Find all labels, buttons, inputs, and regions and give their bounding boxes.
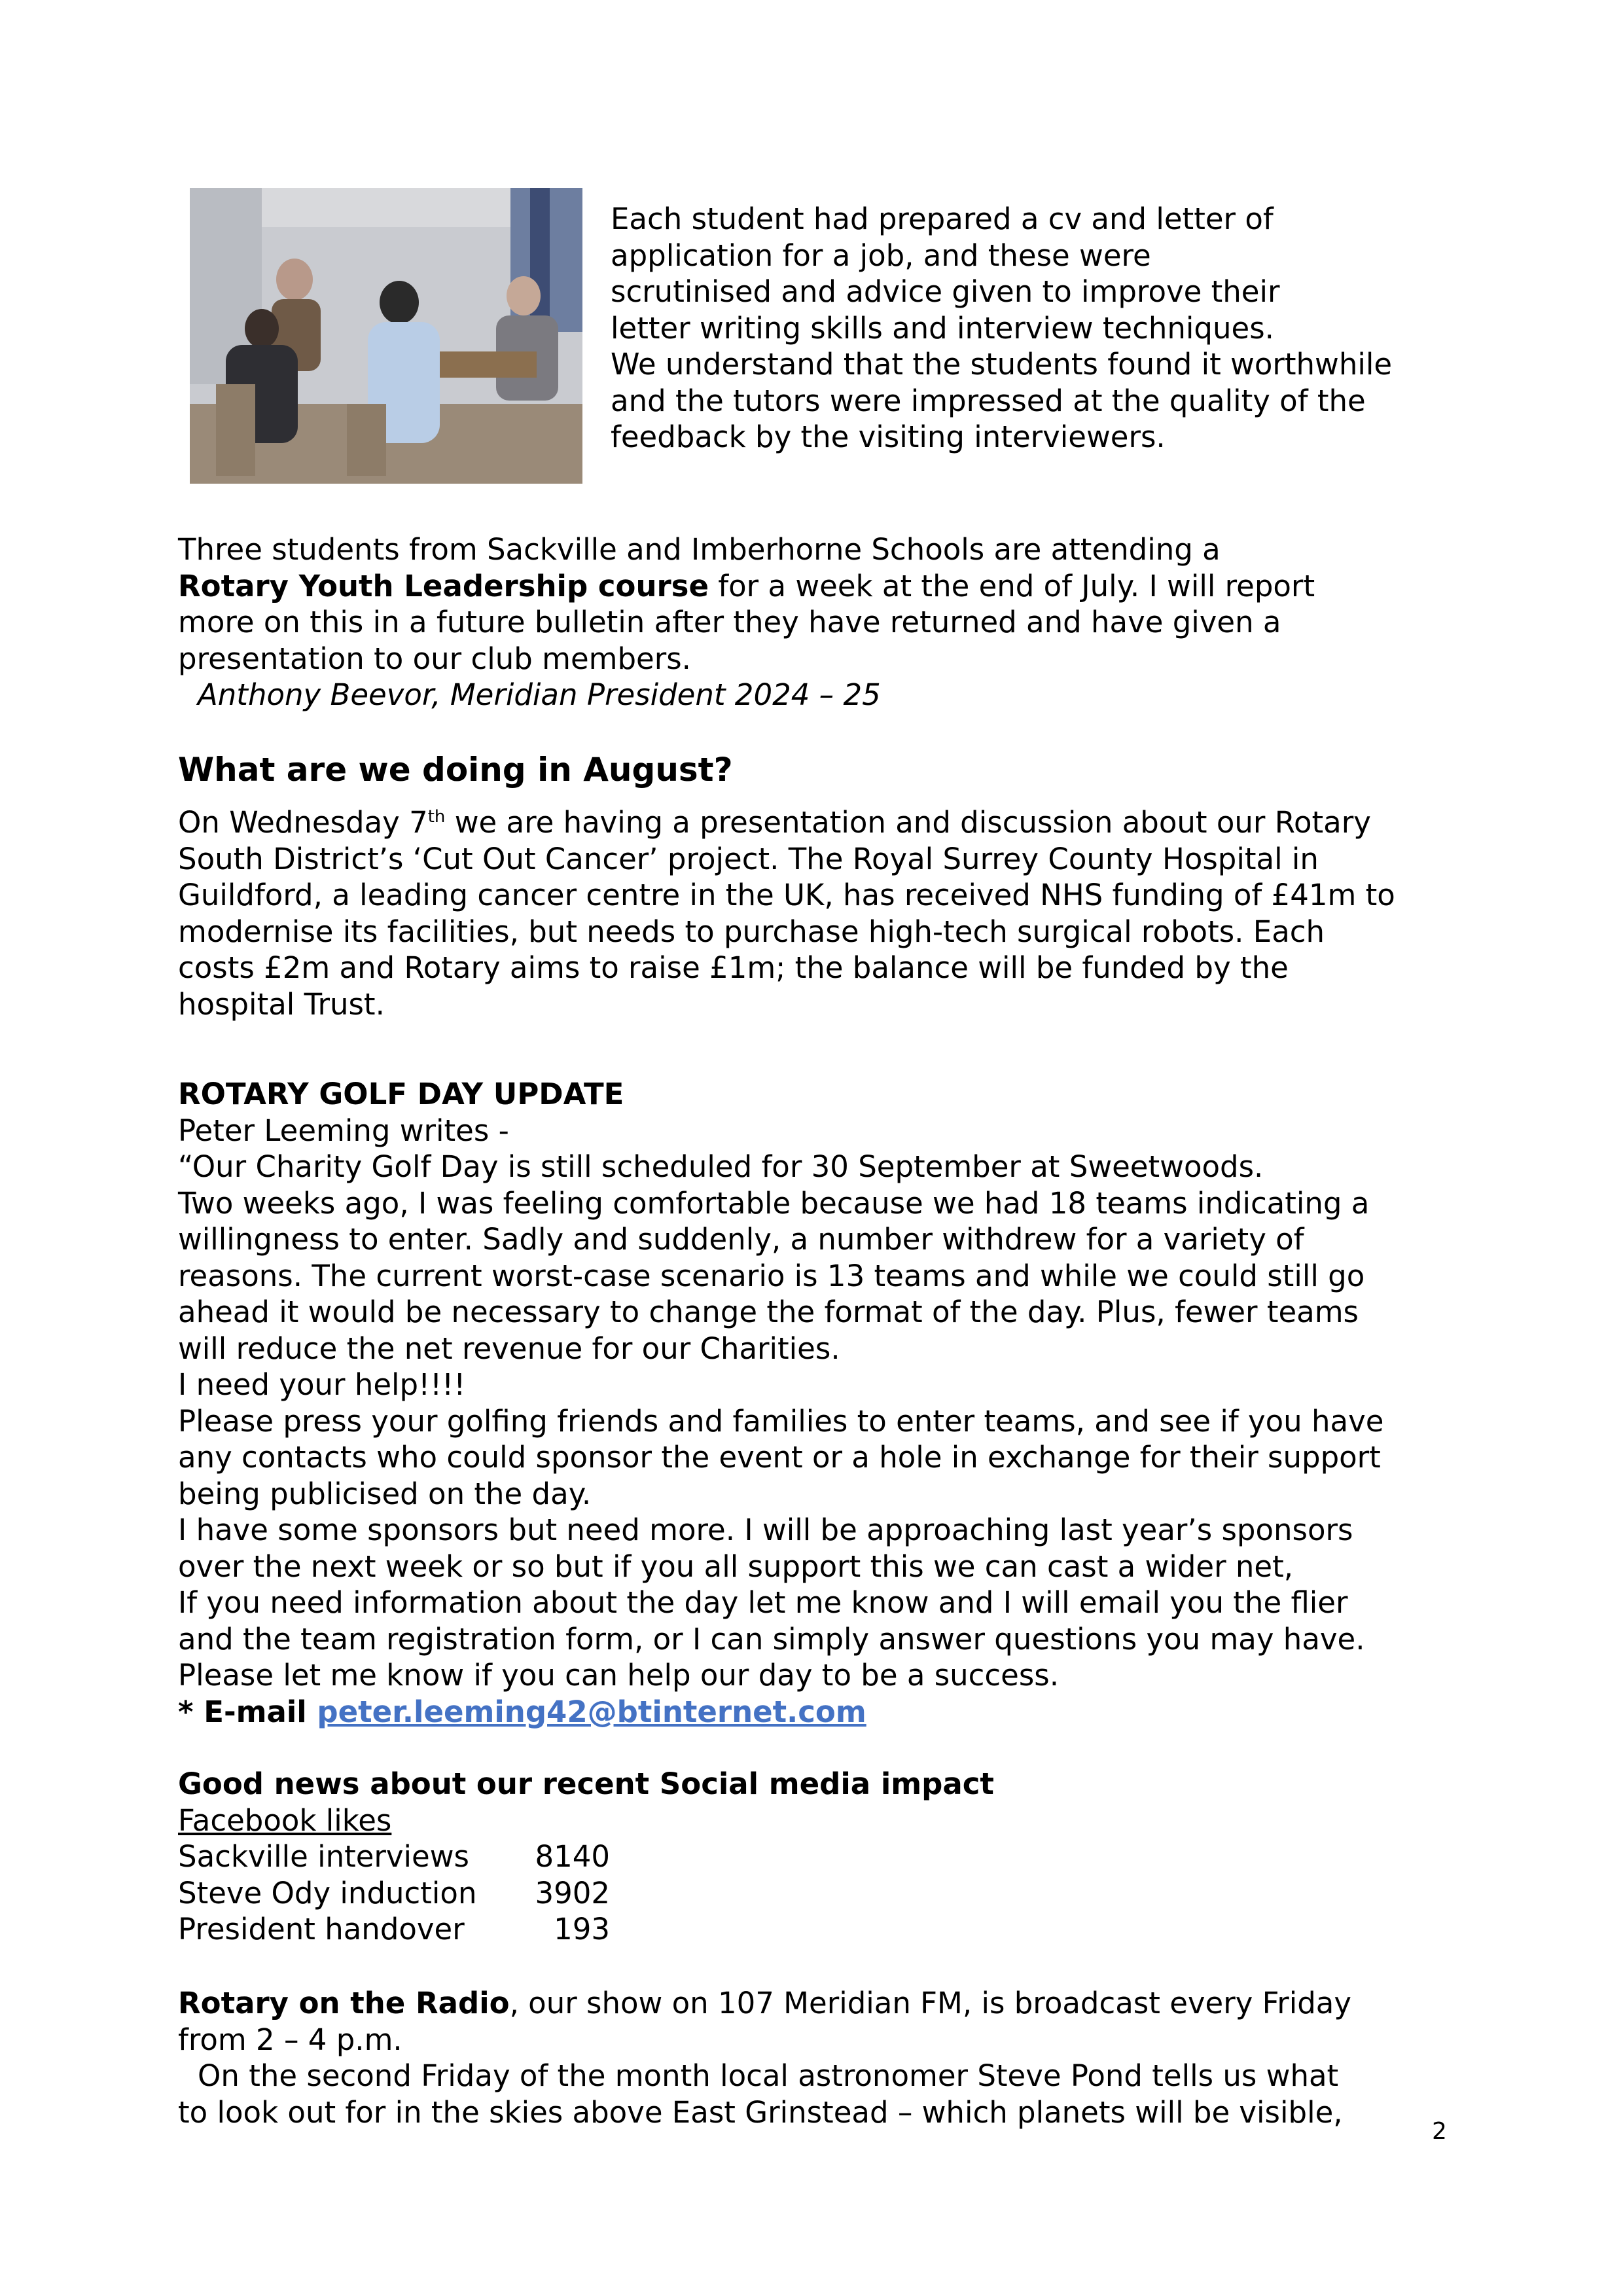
stat-value: 193	[554, 1912, 610, 1946]
golf-line: “Our Charity Golf Day is still scheduled for 30 September at Sweetwoods.	[178, 1149, 1264, 1184]
golf-line: ahead it would be necessary to change the format of the day. Plus, fewer teams	[178, 1295, 1359, 1329]
golf-line: being publicised on the day.	[178, 1476, 592, 1511]
august-line-start: On Wednesday 7	[178, 805, 428, 840]
golf-heading: ROTARY GOLF DAY UPDATE	[178, 1077, 624, 1111]
golf-line: I need your help!!!!	[178, 1367, 466, 1402]
august-line: hospital Trust.	[178, 986, 385, 1022]
intro-line: and the tutors were impressed at the quality of the	[611, 383, 1366, 418]
august-line: Guildford, a leading cancer centre in the UK, has received NHS funding of £41m to	[178, 878, 1395, 912]
intro-paragraph	[611, 201, 1501, 456]
email-link[interactable]: peter.leeming42@btinternet.com	[317, 1694, 866, 1729]
page-number: 2	[1432, 2118, 1447, 2145]
intro-line: feedback by the visiting interviewers.	[611, 420, 1166, 454]
email-label: * E-mail	[178, 1694, 317, 1729]
intro-line: application for a job, and these were	[611, 238, 1151, 273]
radio-line: to look out for in the skies above East Grinstead – which planets will be visible,	[178, 2094, 1343, 2130]
golf-line: If you need information about the day let me know and I will email you the flier	[178, 1585, 1348, 1620]
president-signature: Anthony Beevor, Meridian President 2024 – 25	[198, 677, 881, 712]
ordinal-suffix: th	[427, 807, 446, 827]
golf-line: Two weeks ago, I was feeling comfortable because we had 18 teams indicating a	[178, 1185, 1370, 1221]
golf-line: over the next week or so but if you all support this we can cast a wider net,	[178, 1549, 1294, 1584]
radio-line: On the second Friday of the month local astronomer Steve Pond tells us what	[198, 2058, 1339, 2093]
radio-section	[178, 1985, 1461, 2130]
august-section	[178, 750, 1461, 1022]
stats-row	[178, 1839, 1461, 1875]
stat-name: Steve Ody induction	[178, 1875, 477, 1910]
golf-day-section	[178, 1076, 1461, 1730]
golf-line: Peter Leeming writes -	[178, 1113, 509, 1148]
youth-course-name: Rotary Youth Leadership course	[178, 568, 709, 603]
golf-line: Please let me know if you can help our day to be a success.	[178, 1658, 1060, 1693]
radio-line: from 2 – 4 p.m.	[178, 2022, 402, 2057]
stats-row	[178, 1875, 1461, 1912]
august-line: costs £2m and Rotary aims to raise £1m; the balance will be funded by the	[178, 950, 1289, 985]
august-line: modernise its facilities, but needs to purchase high-tech surgical robots. Each	[178, 914, 1325, 949]
golf-line: Please press your golfing friends and families to enter teams, and see if you have	[178, 1403, 1384, 1439]
social-media-section	[178, 1766, 1461, 1948]
youth-leadership-section	[178, 531, 1461, 713]
august-line	[178, 804, 1461, 841]
stat-name: President handover	[178, 1912, 465, 1946]
golf-line: reasons. The current worst-case scenario is 13 teams and while we could still go	[178, 1258, 1365, 1293]
radio-line	[178, 1985, 1461, 2022]
intro-line: letter writing skills and interview techniques.	[611, 310, 1274, 346]
golf-line: willingness to enter. Sadly and suddenly, a number withdrew for a variety of	[178, 1222, 1304, 1257]
stats-row	[178, 1911, 1461, 1948]
august-heading: What are we doing in August?	[178, 751, 733, 789]
social-heading: Good news about our recent Social media impact	[178, 1767, 994, 1801]
stat-name: Sackville interviews	[178, 1839, 469, 1874]
youth-line: Three students from Sackville and Imberhorne Schools are attending a	[178, 532, 1221, 567]
intro-line: We understand that the students found it worthwhile	[611, 347, 1393, 382]
radio-line-rest: , our show on 107 Meridian FM, is broadcast every Friday	[509, 1986, 1352, 2020]
stat-value: 3902	[535, 1875, 610, 1910]
stat-value: 8140	[535, 1839, 610, 1874]
golf-line: will reduce the net revenue for our Charities.	[178, 1331, 840, 1366]
email-line	[178, 1694, 1461, 1731]
youth-line	[178, 568, 1461, 605]
golf-line: and the team registration form, or I can simply answer questions you may have.	[178, 1621, 1365, 1657]
youth-line: more on this in a future bulletin after they have returned and have given a	[178, 605, 1281, 639]
golf-line: I have some sponsors but need more. I will be approaching last year’s sponsors	[178, 1513, 1353, 1547]
august-line: South District’s ‘Cut Out Cancer’ project. The Royal Surrey County Hospital in	[178, 841, 1319, 876]
intro-line: Each student had prepared a cv and letter of	[611, 202, 1274, 236]
youth-line-rest: for a week at the end of July. I will report	[709, 568, 1315, 603]
intro-line: scrutinised and advice given to improve their	[611, 274, 1280, 309]
august-line-end: we are having a presentation and discussion about our Rotary	[445, 805, 1371, 840]
radio-title: Rotary on the Radio	[178, 1986, 510, 2020]
golf-line: any contacts who could sponsor the event or a hole in exchange for their support	[178, 1440, 1381, 1475]
youth-line: presentation to our club members.	[178, 641, 691, 676]
facebook-likes-label: Facebook likes	[178, 1803, 392, 1838]
interview-photo	[190, 188, 582, 484]
